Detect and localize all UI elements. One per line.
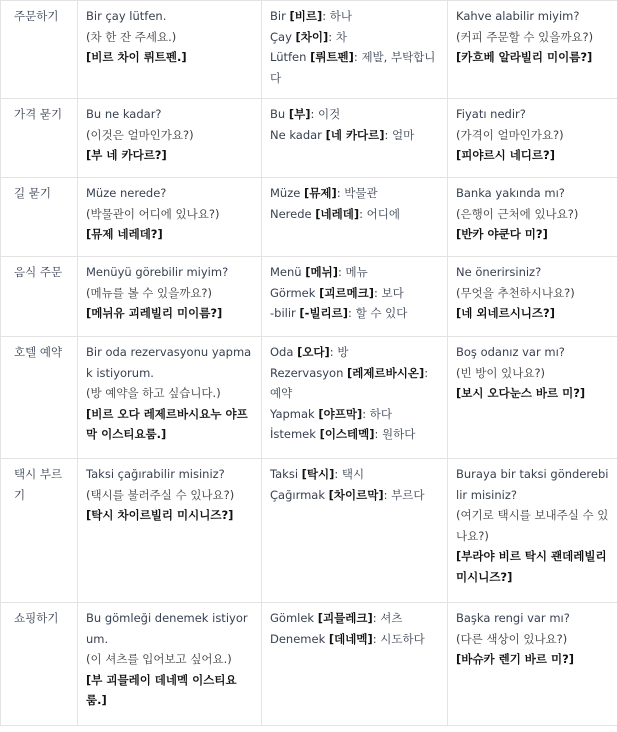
turkish-phrase: Menüyü görebilir miyim? <box>86 265 229 279</box>
korean-translation: (이 셔츠를 입어보고 싶어요.) <box>86 652 232 666</box>
answer-turkish: Kahve alabilir miyim? <box>456 9 580 23</box>
answer-korean: (무엇을 추천하시나요?) <box>456 285 575 300</box>
vocab-item: Bu [부]: 이것 <box>270 107 341 121</box>
answer-cell <box>448 99 617 178</box>
pronunciation: [부 괴믈레이 데네멕 이스티요룸.] <box>86 672 237 707</box>
korean-translation: (택시를 불러주실 수 있나요?) <box>86 487 235 502</box>
answer-pronunciation: [반카 야쿤다 미?] <box>456 227 548 241</box>
phrase-cell <box>78 178 262 257</box>
vocab-item: Ne kadar [네 카다르]: 얼마 <box>270 127 415 142</box>
category-cell <box>1 178 78 257</box>
category-cell <box>1 337 78 459</box>
vocab-item: Taksi [탁시]: 택시 <box>270 467 365 481</box>
table-row <box>1 99 617 178</box>
korean-translation: (이것은 얼마인가요?) <box>86 127 194 142</box>
category-label: 택시 부르기 <box>14 467 63 502</box>
category-cell <box>1 99 78 178</box>
category-label: 주문하기 <box>14 9 59 23</box>
pronunciation: [부 네 카다르?] <box>86 148 167 162</box>
answer-pronunciation: [보시 오다눈스 바르 미?] <box>456 386 586 400</box>
vocab-item: Bir [비르]: 하나 <box>270 9 352 23</box>
answer-pronunciation: [부라야 비르 탁시 괜데레빌리 미시니즈?] <box>456 549 607 584</box>
pronunciation: [비르 차이 뤼트펜.] <box>86 50 187 64</box>
vocab-item: Menü [메뉘]: 메뉴 <box>270 265 368 279</box>
answer-korean: (다른 색상이 있나요?) <box>456 631 568 646</box>
vocab-item: Çay [차이]: 차 <box>270 29 347 44</box>
korean-translation: (차 한 잔 주세요.) <box>86 29 177 44</box>
table-row <box>1 337 617 459</box>
phrase-cell <box>78 1 262 99</box>
turkish-phrase: Bu gömleği denemek istiyorum. <box>86 611 248 646</box>
table-row <box>1 459 617 603</box>
answer-pronunciation: [피야르시 네디르?] <box>456 148 555 162</box>
turkish-phrase: Bu ne kadar? <box>86 107 162 121</box>
category-label: 가격 묻기 <box>14 107 63 121</box>
answer-cell <box>448 178 617 257</box>
vocab-cell <box>262 257 448 337</box>
answer-pronunciation: [카흐베 알라빌리 미이름?] <box>456 50 593 64</box>
pronunciation: [비르 오다 레제르바시요누 야프막 이스티요룸.] <box>86 406 248 441</box>
answer-cell <box>448 1 617 99</box>
phrase-cell <box>78 257 262 337</box>
answer-korean: (여기로 택시를 보내주실 수 있나요?) <box>456 508 609 543</box>
vocab-item: Çağırmak [차이르막]: 부르다 <box>270 487 425 502</box>
answer-turkish: Fiyatı nedir? <box>456 107 526 121</box>
phrase-cell <box>78 603 262 726</box>
answer-cell <box>448 603 617 726</box>
turkish-phrase: Bir çay lütfen. <box>86 9 167 23</box>
turkish-phrase: Bir oda rezervasyonu yapmak istiyorum. <box>86 345 252 380</box>
vocab-item: Nerede [네레데]: 어디에 <box>270 206 400 221</box>
table-row <box>1 1 617 99</box>
vocab-cell <box>262 603 448 726</box>
phrase-cell <box>78 459 262 603</box>
vocab-cell <box>262 178 448 257</box>
pronunciation: [뮤제 네레데?] <box>86 227 163 241</box>
answer-turkish: Boş odanız var mı? <box>456 345 565 359</box>
turkish-phrase: Müze nerede? <box>86 186 167 200</box>
vocab-item: Rezervasyon [레제르바시온]: 예약 <box>270 365 429 400</box>
vocab-cell <box>262 459 448 603</box>
vocab-item: Denemek [데네멕]: 시도하다 <box>270 631 425 646</box>
answer-turkish: Başka rengi var mı? <box>456 611 570 625</box>
answer-cell <box>448 337 617 459</box>
answer-pronunciation: [네 외네르시니즈?] <box>456 306 555 320</box>
korean-translation: (방 예약을 하고 싶습니다.) <box>86 386 221 400</box>
vocab-item: Görmek [괴르메크]: 보다 <box>270 285 404 300</box>
answer-cell <box>448 459 617 603</box>
phrase-cell <box>78 337 262 459</box>
category-cell <box>1 257 78 337</box>
answer-korean: (커피 주문할 수 있을까요?) <box>456 29 594 44</box>
phrase-table-body <box>1 1 617 726</box>
answer-turkish: Banka yakında mı? <box>456 186 565 200</box>
answer-turkish: Ne önerirsiniz? <box>456 265 542 279</box>
answer-korean: (가격이 얼마인가요?) <box>456 127 564 142</box>
vocab-item: Yapmak [야프막]: 하다 <box>270 406 392 421</box>
answer-pronunciation: [바슈카 렌기 바르 미?] <box>456 652 575 666</box>
vocab-cell <box>262 1 448 99</box>
vocab-item: Gömlek [괴믈레크]: 셔츠 <box>270 611 403 625</box>
vocab-item: Müze [뮤제]: 박물관 <box>270 186 378 200</box>
answer-korean: (빈 방이 있나요?) <box>456 365 546 380</box>
vocab-item: Oda [오다]: 방 <box>270 345 349 359</box>
korean-translation: (메뉴를 볼 수 있을까요?) <box>86 285 213 300</box>
pronunciation: [메뉘유 괴레빌리 미이름?] <box>86 306 223 320</box>
category-cell <box>1 1 78 99</box>
korean-translation: (박물관이 어디에 있나요?) <box>86 206 220 221</box>
category-label: 호텔 예약 <box>14 345 63 359</box>
table-row <box>1 257 617 337</box>
category-label: 쇼핑하기 <box>14 611 59 625</box>
category-label: 음식 주문 <box>14 265 63 279</box>
vocab-cell <box>262 99 448 178</box>
answer-turkish: Buraya bir taksi gönderebilir misiniz? <box>456 467 609 502</box>
category-cell <box>1 459 78 603</box>
pronunciation: [탁시 차이르빌리 미시니즈?] <box>86 508 234 522</box>
table-row <box>1 603 617 726</box>
answer-cell <box>448 257 617 337</box>
vocab-item: Lütfen [뤼트펜]: 제발, 부탁합니다 <box>270 50 436 85</box>
table-row <box>1 178 617 257</box>
phrase-cell <box>78 99 262 178</box>
category-cell <box>1 603 78 726</box>
category-label: 길 묻기 <box>14 186 51 200</box>
vocab-cell <box>262 337 448 459</box>
vocab-item: -bilir [-빌리르]: 할 수 있다 <box>270 306 408 320</box>
turkish-phrase: Taksi çağırabilir misiniz? <box>86 467 225 481</box>
answer-korean: (은행이 근처에 있나요?) <box>456 206 579 221</box>
vocab-item: İstemek [이스테멕]: 원하다 <box>270 427 416 441</box>
